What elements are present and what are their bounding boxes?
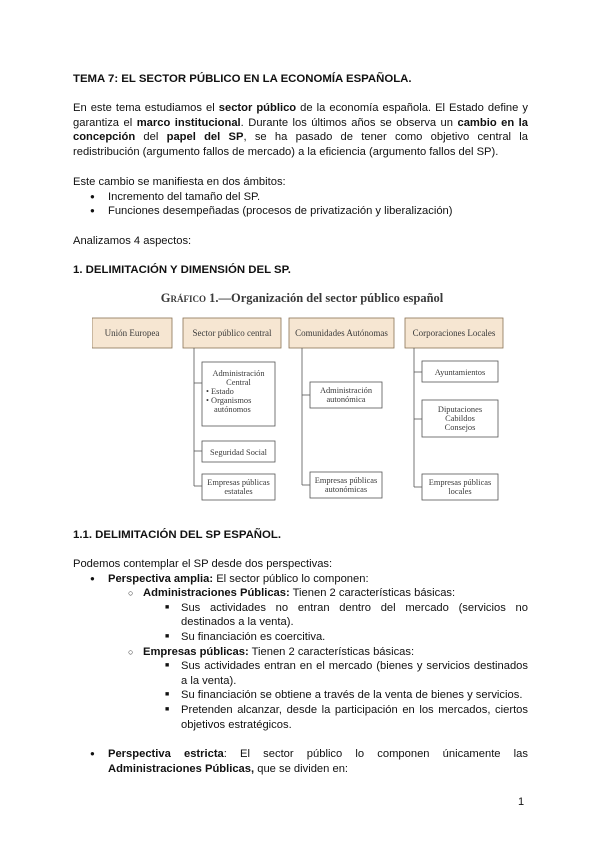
administraciones-text: Tienen 2 características básicas: (289, 587, 456, 600)
label-comunidades-autonomas: Comunidades Autónomas (295, 328, 388, 338)
chart-title (161, 291, 444, 305)
label-admin-central-1: Administración (212, 369, 265, 378)
perspectiva-estricta-end: que se dividen en: (254, 762, 349, 775)
label-empresas-estatales-2: estatales (224, 487, 253, 496)
label-union-europea: Unión Europea (104, 328, 160, 338)
feature-item: ■ Sus actividades no entran dentro del mercado (servicios no destinados a la venta). (73, 601, 528, 630)
label-empresas-autonomicas-1: Empresas públicas (314, 476, 378, 485)
perspectiva-amplia-item (73, 572, 528, 587)
label-empresas-estatales-1: Empresas públicas (207, 478, 270, 487)
intro-text-5: , se ha pasado de tener como objetivo central la redistribución (argumento fallos de mercado) a la eficiencia (argumento fallos del SP). (73, 131, 528, 158)
feature-item: ■ Pretenden alcanzar, desde la participación en los mercados, ciertos objetivos estratégicos. (73, 703, 528, 732)
empresas-item (73, 645, 528, 660)
change-item: ● Funciones desempeñadas (procesos de privatización y liberalización) (73, 204, 528, 219)
feature-item: ■ Su financiación es coercitiva. (73, 630, 528, 645)
label-estado: • Estado (206, 387, 234, 396)
change-item: ● Incremento del tamaño del SP. (73, 190, 528, 205)
perspectiva-amplia-text: El sector público lo componen: (213, 572, 369, 585)
administraciones-label: Administraciones Públicas: (143, 587, 290, 600)
perspectiva-amplia-label: Perspectiva amplia: (108, 572, 214, 585)
intro-text-3: . Durante los últimos años se observa un (240, 116, 458, 129)
intro-text-4: del (135, 131, 167, 144)
perspectiva-estricta-item (73, 747, 528, 776)
label-autonomos: autónomos (214, 405, 251, 414)
chart-title-prefix: Gráfico 1. (160, 291, 219, 305)
label-cabildos: Cabildos (445, 414, 475, 423)
empresas-features (73, 659, 528, 732)
label-admin-central-2: Central (226, 378, 251, 387)
intro-bold-4: papel del SP (166, 131, 244, 144)
chart-title-rest: —Organización del sector público español (218, 291, 444, 305)
administraciones-features (73, 601, 528, 645)
label-consejos: Consejos (444, 423, 476, 432)
empresas-label: Empresas públicas: (143, 645, 249, 658)
label-organismos: • Organismos (206, 396, 252, 405)
change-list (73, 190, 528, 219)
label-admin-autonomica-2: autonómica (326, 395, 366, 404)
intro-paragraph (73, 101, 528, 159)
intro-text-2: de la economía española. El Estado define y garantiza el (73, 102, 528, 129)
page-number: 1 (518, 796, 525, 808)
section-heading-1: 1. DELIMITACIÓN Y DIMENSIÓN DEL SP. (73, 264, 291, 276)
document-title: TEMA 7: EL SECTOR PÚBLICO EN LA ECONOMÍA ESPAÑOLA. (73, 73, 412, 85)
perspectiva-estricta-bold: Administraciones Públicas, (108, 762, 255, 775)
label-ayuntamientos: Ayuntamientos (434, 368, 486, 377)
intro-bold-1: sector público (218, 102, 297, 114)
perspectives-list (73, 572, 528, 587)
administraciones-item (73, 586, 528, 601)
amplia-sublist (73, 586, 528, 601)
intro-bold-2: marco institucional (136, 116, 241, 129)
perspectiva-estricta-label: Perspectiva estricta (108, 748, 224, 761)
aspects-text: Analizamos 4 aspectos: (73, 235, 192, 247)
label-empresas-locales-1: Empresas públicas (428, 478, 492, 487)
label-corporaciones-locales: Corporaciones Locales (412, 328, 496, 338)
label-empresas-locales-2: locales (448, 487, 472, 496)
section-heading-1-1: 1.1. DELIMITACIÓN DEL SP ESPAÑOL. (73, 529, 282, 541)
perspectives-lead: Podemos contemplar el SP desde dos perspectivas: (73, 558, 333, 570)
amplia-sublist-2 (73, 645, 528, 660)
intro-bold-3: cambio en la concepción (73, 116, 528, 144)
organization-chart (92, 288, 512, 508)
label-seguridad-social: Seguridad Social (210, 448, 267, 457)
intro-text-1: En este tema estudiamos el (73, 102, 219, 114)
label-sector-publico-central: Sector público central (192, 328, 272, 338)
change-lead: Este cambio se manifiesta en dos ámbitos: (73, 176, 286, 188)
feature-item: ■ Su financiación se obtiene a través de la venta de bienes y servicios. (73, 688, 528, 703)
perspectives-list-2 (73, 747, 528, 776)
empresas-text: Tienen 2 características básicas: (248, 645, 415, 658)
label-diputaciones: Diputaciones (437, 405, 483, 414)
label-empresas-autonomicas-2: autonómicas (324, 485, 368, 494)
change-block (73, 175, 528, 219)
perspectives-block (73, 557, 528, 776)
perspectiva-estricta-text: : El sector público lo componen únicamente las (223, 748, 528, 761)
label-admin-autonomica-1: Administración (319, 386, 373, 395)
spacer (73, 732, 528, 747)
feature-item: ■ Sus actividades entran en el mercado (bienes y servicios destinados a la venta). (73, 659, 528, 688)
